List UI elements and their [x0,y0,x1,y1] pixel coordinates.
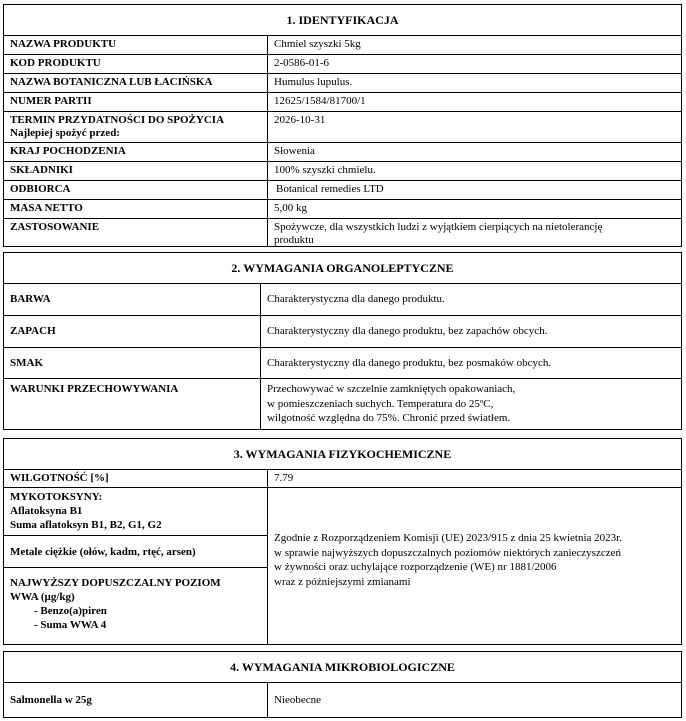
table-row [4,93,681,112]
table-row [4,284,681,316]
row-label: NAZWA BOTANICZNA LUB ŁACIŃSKA [4,74,268,92]
table-row [4,470,681,488]
pah-label: WWA (µg/kg) [10,591,75,603]
regulation-line: Zgodnie z Rozporządzeniem Komisji (UE) 2023/915 z dnia 25 kwietnia 2023r. [274,532,622,544]
mycotoxin-item: Aflatoksyna B1 [10,505,83,517]
section-microbiological [3,651,682,718]
row-value-line: w pomieszczeniach suchych. Temperatura do 25ºC, [267,397,494,410]
row-label-line: TERMIN PRZYDATNOŚCI DO SPOŻYCIA [10,114,225,126]
regulation-cell [268,488,681,644]
table-row [4,36,681,55]
section-title: 3. WYMAGANIA FIZYKOCHEMICZNE [4,439,681,470]
mycotoxins-title: MYKOTOKSYNY: [10,491,103,503]
row-value: 2-0586-01-6 [274,57,329,69]
section-physicochemical [3,438,682,645]
table-row [4,219,681,246]
row-label: Salmonella w 25g [4,683,268,717]
row-label: KRAJ POCHODZENIA [4,143,268,161]
section-title: 1. IDENTYFIKACJA [4,5,681,36]
row-label: BARWA [4,284,261,315]
row-value-line: Przechowywać w szczelnie zamkniętych opakowaniach, [267,383,516,395]
section-title: 4. WYMAGANIA MIKROBIOLOGICZNE [4,652,681,683]
row-value: 2026-10-31 [274,114,326,126]
row-label: WARUNKI PRZECHOWYWANIA [4,379,261,429]
pah-item: - Benzo(a)piren [34,605,107,617]
row-value: Nieobecne [274,693,322,706]
row-value-line: wilgotność względna do 75%. Chronić przed światłem. [267,412,511,424]
row-label: ZASTOSOWANIE [4,219,268,246]
row-value: 7.79 [274,472,294,484]
row-label: MASA NETTO [4,200,268,218]
row-value: Humulus lupulus. [274,76,353,88]
table-row [4,181,681,200]
table-row [4,112,681,143]
row-label [4,112,268,142]
row-label: ODBIORCA [4,181,268,199]
row-value-line: Spożywcze, dla wszystkich ludzi z wyjątkiem cierpiących na nietolerancję [274,221,603,233]
heavy-metals-cell [4,536,268,568]
table-row [4,74,681,93]
mycotoxins-cell [4,488,268,536]
row-value [268,219,681,246]
section-identification [3,4,682,247]
table-row [4,200,681,219]
row-label: SMAK [4,348,261,378]
table-row [4,348,681,379]
table-row [4,683,681,717]
table-row [4,143,681,162]
pah-cell [4,568,268,644]
row-value: 5,00 kg [274,202,307,214]
table-row [4,316,681,348]
section-title: 2. WYMAGANIA ORGANOLEPTYCZNE [4,253,681,284]
row-label: NUMER PARTII [4,93,268,111]
row-value: Charakterystyczny dla danego produktu, bez zapachów obcych. [267,325,548,337]
row-label: WILGOTNOŚĆ [%] [4,470,268,487]
row-value: Charakterystyczna dla danego produktu. [267,293,445,305]
regulation-line: w żywności oraz uchylające rozporządzenie (WE) nr 1881/2006 [274,561,557,573]
regulation-line: w sprawie najwyższych dopuszczalnych poziomów niektórych zanieczyszczeń [274,546,621,559]
row-value: 12625/1584/81700/1 [274,95,366,107]
heavy-metals-label: Metale ciężkie (ołów, kadm, rtęć, arsen) [10,545,196,558]
row-label: KOD PRODUKTU [4,55,268,73]
pah-item: - Suma WWA 4 [34,619,107,631]
row-label: ZAPACH [4,316,261,347]
row-label-line: Najlepiej spożyć przed: [10,127,120,139]
row-value-line: produktu [274,234,314,246]
mycotoxin-item: Suma aflatoksyn B1, B2, G1, G2 [10,519,162,531]
row-label: NAZWA PRODUKTU [4,36,268,54]
section-organoleptic [3,252,682,430]
row-value: Botanical remedies LTD [276,183,384,195]
row-label: SKŁADNIKI [4,162,268,180]
regulation-line: wraz z późniejszymi zmianami [274,575,411,588]
pah-label: NAJWYŻSZY DOPUSZCZALNY POZIOM [10,577,221,589]
table-row [4,379,681,429]
row-value: Słowenia [274,145,315,157]
row-value [261,379,681,429]
table-row [4,162,681,181]
table-row [4,55,681,74]
row-value: Chmiel szyszki 5kg [274,38,361,50]
row-value: 100% szyszki chmielu. [274,164,376,176]
row-value: Charakterystyczny dla danego produktu, bez posmaków obcych. [267,356,552,369]
